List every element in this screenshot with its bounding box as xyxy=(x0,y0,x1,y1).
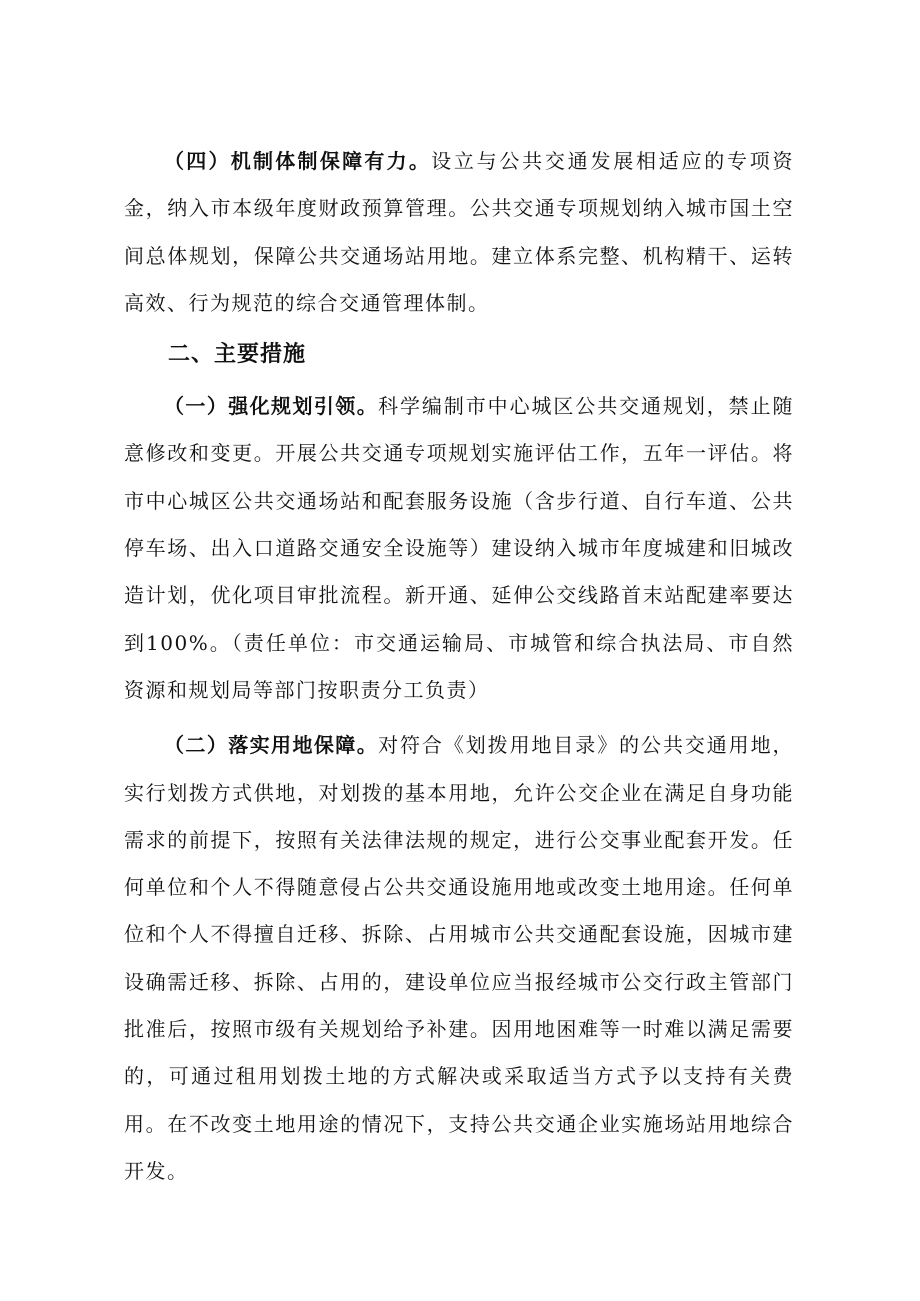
paragraph-body: 设立与公共交通发展相适应的专项资金，纳入市本级年度财政预算管理。公共交通专项规划纳入城市国土空间总体规划，保障公共交通场站用地。建立体系完整、机构精干、运转高效、行为规范的综合交通管理体制。 xyxy=(124,149,795,315)
paragraph-body: 对符合《划拨用地目录》的公共交通用地，实行划拨方式供地，对划拨的基本用地，允许公交企业在满足自身功能需求的前提下，按照有关法律法规的规定，进行公交事业配套开发。任何单位和个人不得随意侵占公共交通设施用地或改变土地用途。任何单位和个人不得擅自迁移、拆除、占用城市公共交通配套设施，因城市建设确需迁移、拆除、占用的，建设单位应当报经城市公交行政主管部门批准后，按照市级有关规划给予补建。因用地困难等一时难以满足需要的，可通过租用划拨土地的方式解决或采取适当方式予以支持有关费用。在不改变土地用途的情况下，支持公共交通企业实施场站用地综合开发。 xyxy=(124,733,795,1183)
paragraph-land-guarantee xyxy=(124,722,794,1195)
paragraph-lead: （四）机制体制保障有力。 xyxy=(164,149,432,173)
paragraph-lead: （一）强化规划引领。 xyxy=(164,394,379,419)
section-heading-main-measures: 二、主要措施 xyxy=(168,342,307,368)
paragraph-body: 科学编制市中心城区公共交通规划，禁止随意修改和变更。开展公共交通专项规划实施评估工作，五年一评估。将市中心城区公共交通场站和配套服务设施（含步行道、自行车道、公共停车场、出入口道路交通安全设施等）建设纳入城市年度城建和旧城改造计划，优化项目审批流程。新开通、延伸公交线路首末站配建率要达到100%。（责任单位：市交通运输局、市城管和综合执法局、市自然资源和规划局等部门按职责分工负责） xyxy=(124,394,795,702)
paragraph-planning-guidance xyxy=(124,383,794,714)
paragraph-lead: （二）落实用地保障。 xyxy=(164,733,379,758)
paragraph-mechanism-guarantee xyxy=(124,138,794,327)
paragraph-gap xyxy=(124,714,794,722)
